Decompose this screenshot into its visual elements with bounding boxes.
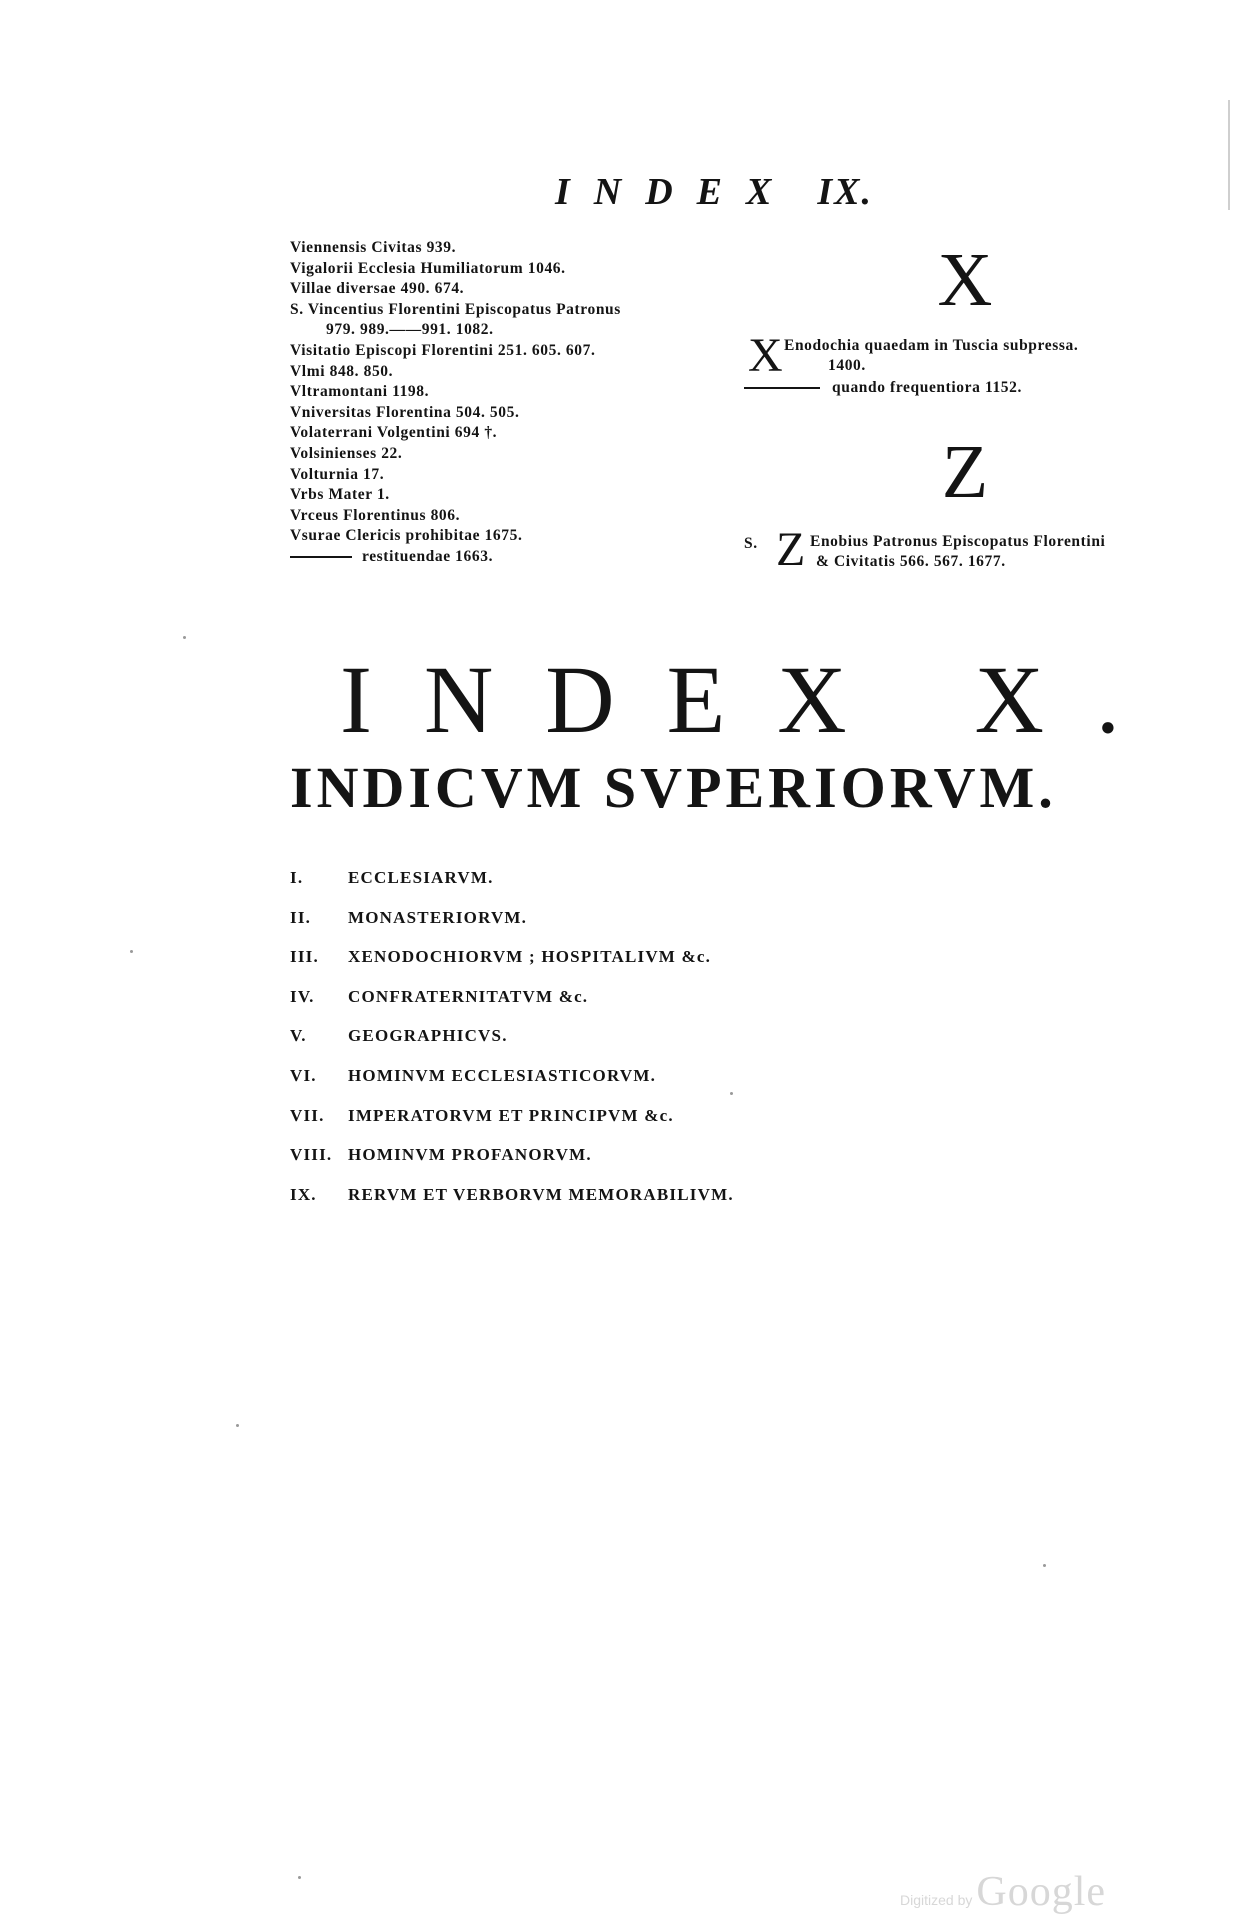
list-item [290,1145,990,1185]
entry-text: quando frequentiora 1152. [832,379,1022,396]
list-label: ECCLESIARVM. [348,868,494,887]
z-entry-line1: Enobius Patronus Episcopatus Florentini [810,533,1106,550]
list-item [290,868,990,908]
list-number: III. [290,947,319,967]
dropcap-x: X [748,329,784,382]
x-entry-line1: Enodochia quaedam in Tuscia subpressa. [784,337,1079,354]
paper-speck [183,636,186,639]
section-letter-x: X [937,238,993,322]
list-number: VI. [290,1065,317,1085]
index-x-subtitle: INDICVM SVPERIORVM. [290,755,1057,820]
list-item [290,1106,990,1146]
list-item [290,1185,990,1225]
list-label: HOMINVM PROFANORVM. [348,1145,592,1165]
x-entry [744,329,1192,402]
list-label: GEOGRAPHICVS. [348,1026,508,1046]
list-label: CONFRATERNITATVM &c. [348,986,589,1006]
index-entry: Vltramontani 1198. [290,383,430,401]
index-entry: Volsinienses 22. [290,444,403,462]
index-entry: Vigalorii Ecclesia Humiliatorum 1046. [290,259,566,277]
ditto-dash [744,387,820,389]
index-entry: Visitatio Episcopi Florentini 251. 605. 607. [290,341,596,359]
left-index-column [290,238,738,568]
index-entry: 979. 989.——991. 1082. [326,321,494,339]
index-x-title: INDEX X. [340,646,1172,753]
x-entry-line2: 1400. [828,357,866,374]
list-label: MONASTERIORVM. [348,907,528,927]
list-item [290,987,990,1027]
running-head [555,170,935,214]
paper-speck [298,1876,301,1879]
dropcap-z: Z [776,523,806,576]
right-index-column [744,238,1192,576]
index-entry: Viennensis Civitas 939. [290,239,457,256]
section-letter-z: Z [941,430,989,514]
z-entry-prefix: S. [744,535,758,552]
list-number: IX. [290,1184,317,1204]
list-item [290,947,990,987]
watermark-prefix: Digitized by [900,1892,973,1908]
index-entry: Vrceus Florentinus 806. [290,506,461,524]
list-number: VII. [290,1105,325,1125]
list-label: XENODOCHIORVM ; HOSPITALIVM &c. [348,947,712,967]
index-entry: Volaterrani Volgentini 694 †. [290,424,498,442]
watermark-brand-logo: Google [976,1869,1107,1915]
z-entry-line2: & Civitatis 566. 567. 1677. [816,553,1006,570]
index-entry: Villae diversae 490. 674. [290,280,465,298]
list-label: HOMINVM ECCLESIASTICORVM. [348,1065,657,1085]
list-number: VIII. [290,1145,333,1165]
list-item [290,1066,990,1106]
running-head-word: INDEX [555,171,796,213]
list-item [290,908,990,948]
list-label: RERVM ET VERBORVM MEMORABILIVM. [348,1184,734,1204]
x-entry-line3 [744,378,1022,399]
index-entry: S. Vincentius Florentini Episcopatus Patronus [290,300,621,318]
list-number: IV. [290,986,315,1006]
paper-speck [236,1424,239,1427]
superior-indices-list [290,868,990,1224]
list-label: IMPERATORVM ET PRINCIPVM &c. [348,1105,674,1125]
list-number: I. [290,868,304,887]
index-entry: Vsurae Clericis prohibitae 1675. [290,527,523,545]
paper-speck [130,950,133,953]
index-entry: Vlmi 848. 850. [290,362,394,380]
z-entry [744,523,1192,576]
index-entry: Volturnia 17. [290,465,385,483]
digitized-watermark [900,1868,1106,1916]
entry-text: restituendae 1663. [362,547,494,565]
list-number: V. [290,1026,307,1046]
running-head-numeral: IX. [817,171,874,213]
list-number: II. [290,907,312,927]
list-item [290,1026,990,1066]
index-entry-continued [290,547,738,568]
index-entry: Vrbs Mater 1. [290,486,390,504]
page-edge-mark [1228,100,1230,210]
paper-speck [1043,1564,1046,1567]
ditto-dash [290,556,352,558]
paper-speck [730,1092,733,1095]
index-entry: Vniversitas Florentina 504. 505. [290,403,520,421]
